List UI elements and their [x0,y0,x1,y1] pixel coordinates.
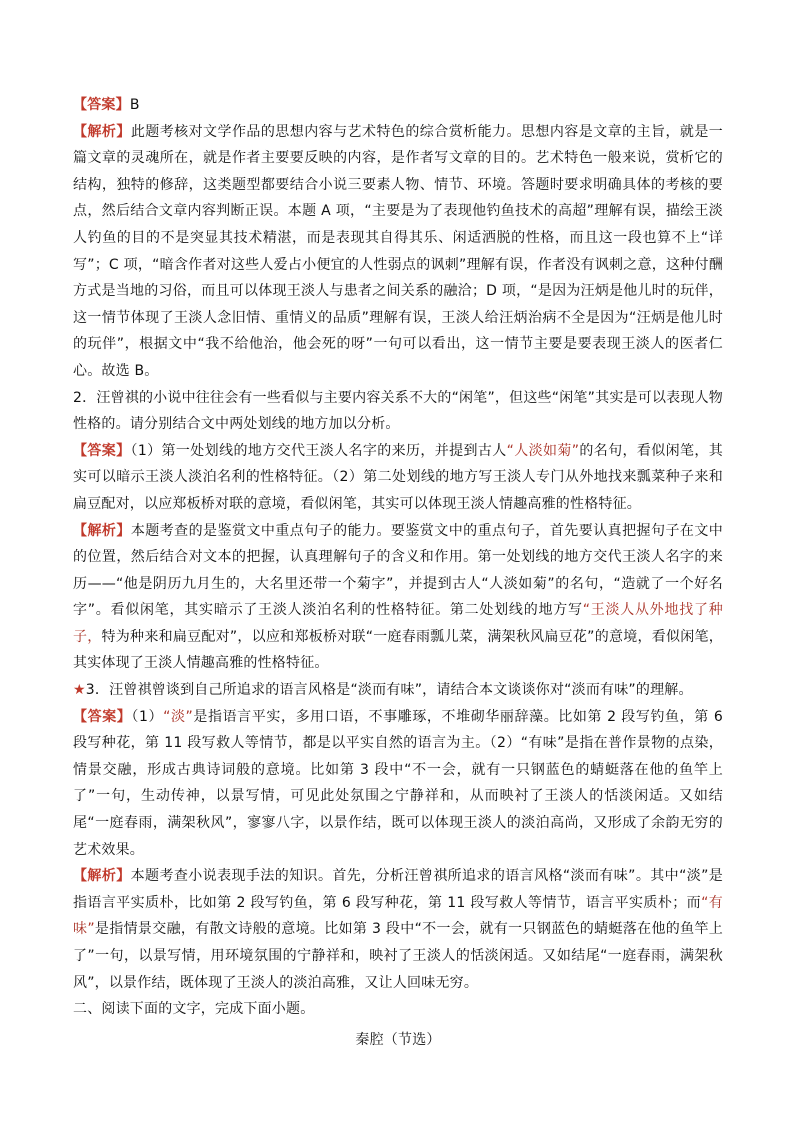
answer-label: 【答案】 [73,442,131,459]
q1-answer-text: B [129,97,140,113]
answer-label: 【答案】 [73,97,130,113]
document-body [73,92,723,1053]
q3-question [73,677,723,704]
passage-title: 秦腔（节选） [355,1031,441,1048]
q2-answer-highlight: “人淡如菊” [506,442,580,459]
q2-answer-text-a: （1）第一处划线的地方交代王淡人名字的来历，并提到古人 [130,442,507,459]
q3-analysis-text-b: 是指情景交融，有散文诗般的意境。比如第 3 段中“不一会，就有一只钢蓝色的蜻蜓落在他的鱼竿上了”一句，以景写情，用环境氛围的宁静祥和，映衬了王淡人的恬淡闲适。又如结尾“一庭春雨，满架秋风”，以景作结，既体现了王淡人的淡泊高雅，又让人回味无穷。 [73,921,724,991]
analysis-label: 【解析】 [73,522,131,539]
q3-question-text: 3．汪曾祺曾谈到自己所追求的语言风格是“淡而有味”，请结合本文谈谈你对“淡而有味”的理解。 [85,682,693,699]
q3-answer-text-b: 是指语言平实，多用口语，不事雕琢，不堆砌华丽辞藻。比如第 2 段写钓鱼，第 6 段写种花，第 11 段写救人等情节，都是以平实自然的语言为主。（2）“有味”是指在普作景物的点染，情景交融，形成古典诗词般的意境。比如第 3 段中“不一会，就有一只钢蓝色的蜻蜓落在他的鱼竿上了”一句，生动传神，以景写情，可见此处氛围之宁静祥和，从而映衬了王淡人的恬淡闲适。又如结尾“一庭春雨，满架秋风”，寥寥八字，以景作结，既可以体现王淡人的淡泊高尚，又形成了余韵无穷的艺术效果。 [73,708,723,858]
q2-analysis-highlight: “王淡人从外地找了种子， [73,602,723,645]
q2-question: 2．汪曾祺的小说中往往会有一些看似与主要内容关系不大的“闲笔”，但这些“闲笔”其实是可以表现人物性格的。请分别结合文中两处划线的地方加以分析。 [73,389,723,433]
q1-analysis [73,119,723,385]
q3-analysis [73,863,723,996]
q2-analysis-text-a: 本题考查的是鉴赏文中重点句子的能力。要鉴赏文中的重点句子，首先要认真把握句子在文中的位置，然后结合对文本的把握，认真理解句子的含义和作用。第一处划线的地方交代王淡人名字的来历——“他是阴历九月生的，大名里还带一个菊字”，并提到古人“人淡如菊”的名句，“造就了一个好名字”。看似闲笔，其实暗示了王淡人淡泊名利的性格特征。第二处划线的地方写 [73,522,723,619]
q1-analysis-text: 此题考核对文学作品的思想内容与艺术特色的综合赏析能力。思想内容是文章的主旨，就是一篇文章的灵魂所在，就是作者主要要反映的内容，是作者写文章的目的。艺术特色一般来说，赏析它的结构，独特的修辞，这类题型都要结合小说三要素人物、情节、环境。答题时要求明确具体的考核的要点，然后结合文章内容判断正误。本题 A 项，“主要是为了表现他钓鱼技术的高超”理解有误，描绘王淡人钓鱼的目的不是突显其技术精湛，而是表现其自得其乐、闲适洒脱的性格，而且这一段也算不上“详写”；C 项，“暗含作者对这些人爱占小便宜的人性弱点的讽刺”理解有误，作者没有讽刺之意，这种付酬方式是当地的习俗，而且可以体现王淡人与患者之间关系的融洽；D 项，“是因为汪炳是他儿时的玩伴，这一情节体现了王淡人念旧情、重情义的品质”理解有误，王淡人给汪炳治病不全是因为“汪炳是他儿时的玩伴”，根据文中“我不给他治，他会死的呀”一句可以看出，这一情节主要是要表现王淡人的医者仁心。故选 B。 [73,123,723,379]
q2-analysis-text-b: 特为种来和扁豆配对”，以应和郑板桥对联“一庭春雨瓢儿菜，满架秋风扁豆花”的意境，看似闲笔，其实体现了王淡人情趣高雅的性格特征。 [73,628,723,672]
q3-answer-text-a: （1） [131,708,164,725]
answer-label: 【答案】 [73,708,132,725]
q3-answer [73,704,723,864]
analysis-label: 【解析】 [73,123,131,140]
q2-answer-text-b: 的名句，看似闲笔，其实可以暗示王淡人淡泊名利的性格特征。（2）第二处划线的地方写王淡人专门从外地找来瓢菜种子来和扁豆配对，以应郑板桥对联的意境，看似闲笔，其实可以体现王淡人情趣高雅的性格特征。 [73,442,723,512]
section-heading: 二、阅读下面的文字，完成下面小题。 [73,1001,315,1018]
q2-analysis [73,518,723,678]
q3-analysis-highlight: “有味” [73,894,723,938]
analysis-label: 【解析】 [73,868,131,885]
star-icon: ★ [73,682,86,699]
q2-answer [73,438,723,518]
q3-answer-highlight: “淡” [163,708,193,725]
q3-analysis-text-a: 本题考查小说表现手法的知识。首先，分析汪曾祺所追求的语言风格“淡而有味”。其中“淡”是指语言平实质朴，比如第 2 段写钓鱼，第 6 段写种花，第 11 段写救人等情节，语言平实质朴；而 [73,868,723,911]
q1-answer [73,92,723,119]
